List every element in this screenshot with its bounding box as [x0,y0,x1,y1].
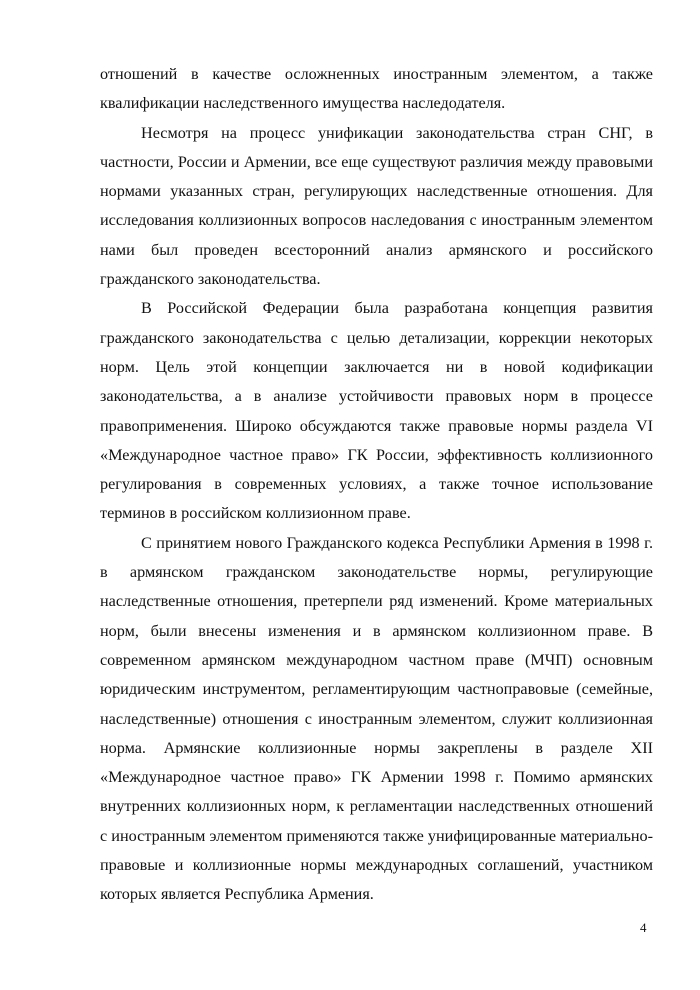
paragraph-1: отношений в качестве осложненных иностранным элементом, а также квалификации наследственного имущества наследодателя. [100,65,653,113]
paragraph-4: С принятием нового Гражданского кодекса Республики Армения в 1998 г. в армянском гражданском законодательстве нормы, регулирующие наследственные отношения, претерпели ряд изменений. Кроме материальных норм, были внесены изменения и в армянском коллизионном праве. В современном армянском международном частном праве (МЧП) основным юридическим инструментом, регламентирующим частноправовые (семейные, наследственные) отношения с иностранным элементом, служит коллизионная норма. Армянские коллизионные нормы закреплены в разделе XII «Международное частное право» ГК Армении 1998 г. Помимо армянских внутренних коллизионных норм, к регламентации наследственных отношений с иностранным элементом применяются также унифицированные материально-правовые и коллизионные нормы международных соглашений, участником которых является Республика Армения. [100,533,653,904]
paragraph-3: В Российской Федерации была разработана концепция развития гражданского законодательства с целью детализации, коррекции некоторых норм. Цель этой концепции заключается ни в новой кодификации законодательства, а в анализе устойчивости правовых норм в процессе правоприменения. Широко обсуждаются также правовые нормы раздела VI «Международное частное право» ГК России, эффективность коллизионного регулирования в современных условиях, а также точное использование терминов в российском коллизионном праве. [100,299,653,523]
paragraph-2: Несмотря на процесс унификации законодательства стран СНГ, в частности, России и Армении, все еще существуют различия между правовыми нормами указанных стран, регулирующих наследственные отношения. Для исследования коллизионных вопросов наследования с иностранным элементом нами был проведен всесторонний анализ армянского и российского гражданского законодательства. [100,123,653,289]
body-text [100,60,653,910]
page-number: 4 [640,920,647,935]
